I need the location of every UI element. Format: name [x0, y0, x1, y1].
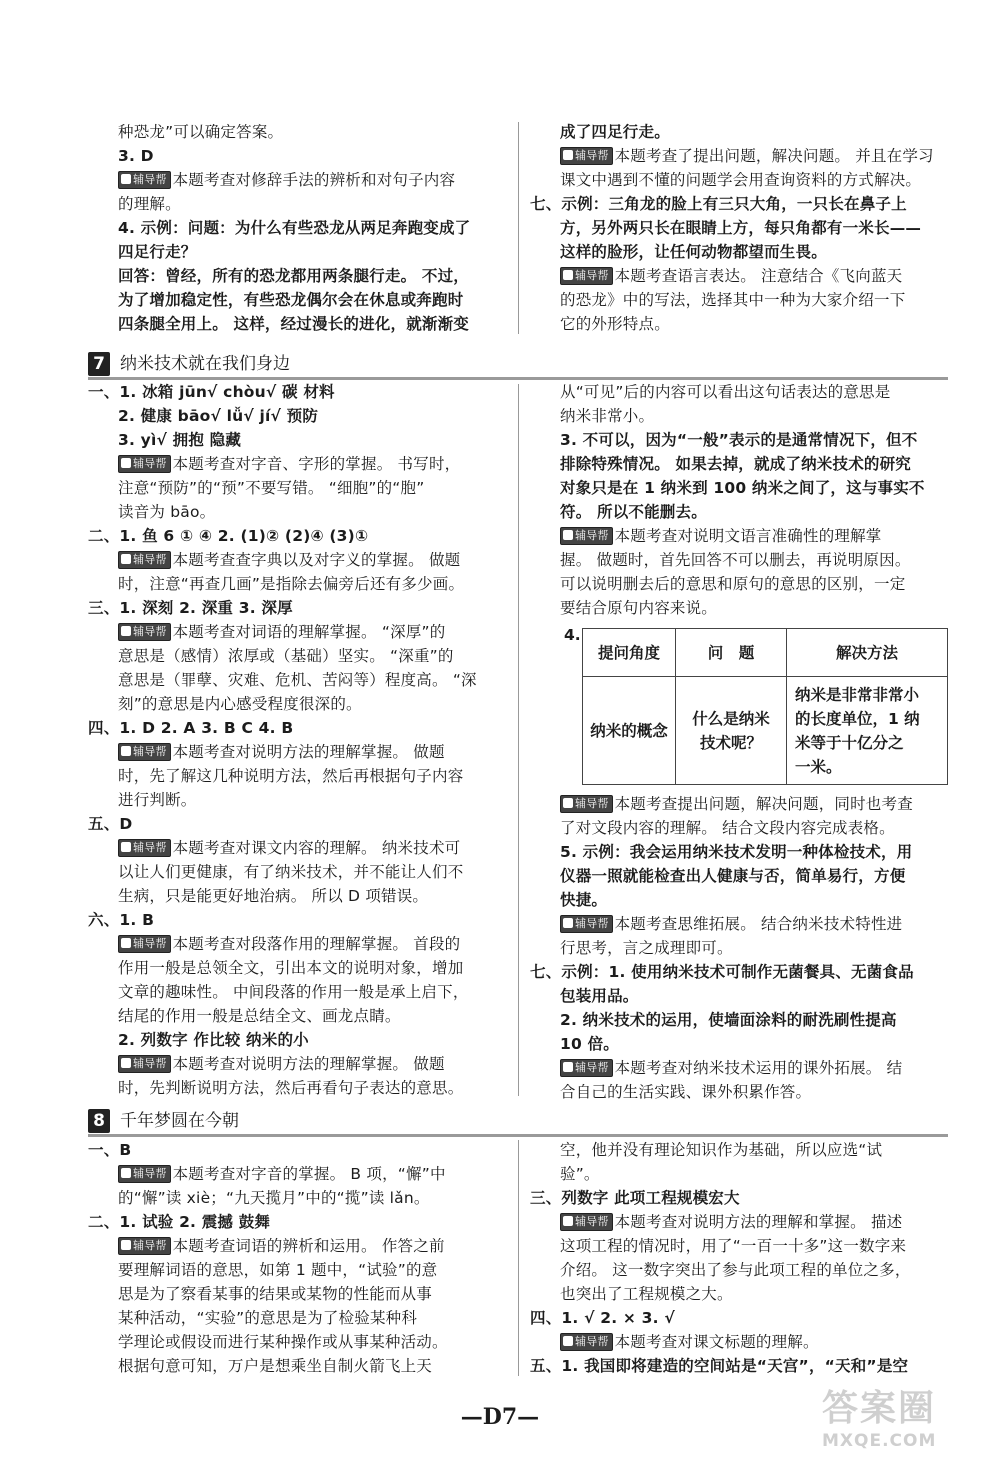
tutor-tag: 辅导帮 — [560, 795, 613, 813]
text-line: 的“懈”读 xiè；“九天揽月”中的“揽”读 lǎn。 — [118, 1189, 430, 1207]
text-line: 种恐龙”可以确定答案。 — [118, 123, 284, 141]
tutor-tag: 辅导帮 — [560, 267, 613, 285]
tutor-tag: 辅导帮 — [560, 1059, 613, 1077]
lesson-7-left-column — [88, 380, 508, 1100]
answer-line: 4. 示例：问题：为什么有些恐龙从两足奔跑变成了 — [118, 219, 471, 237]
tutor-icon — [121, 842, 131, 852]
tutor-tag: 辅导帮 — [118, 551, 171, 569]
column-divider — [518, 384, 519, 1096]
text-line: 进行判断。 — [118, 791, 197, 809]
tutor-icon — [563, 1336, 573, 1346]
text-line: 文章的趣味性。 中间段落的作用一般是承上启下， — [118, 983, 469, 1001]
text-line: 验”。 — [560, 1165, 600, 1183]
answer-line: 三、列数字 此项工程规模宏大 — [530, 1189, 740, 1207]
answer-line: 仪器一照就能检查出人健康与否，简单易行，方便 — [560, 867, 906, 885]
answer-line: 3. yì√ 拥抱 隐藏 — [118, 431, 242, 449]
text-line: 生病，只是能更好地治病。 所以 D 项错误。 — [118, 887, 429, 905]
text-line: 了对文段内容的理解。 结合文段内容完成表格。 — [560, 819, 895, 837]
table-number: 4. — [564, 626, 581, 644]
answer-line: 对象只是在 1 纳米到 100 纳米之间了，这与事实不 — [560, 479, 925, 497]
text-line: 读音为 bāo。 — [118, 503, 216, 521]
answer-line: 一、1. 冰箱 jūn√ chòu√ 碳 材料 — [88, 383, 335, 401]
answer-line: 2. 列数字 作比较 纳米的小 — [118, 1031, 309, 1049]
tutor-icon — [563, 918, 573, 928]
lesson-title: 纳米技术就在我们身边 — [120, 354, 290, 374]
answer-line: 排除特殊情况。 如果去掉，就成了纳米技术的研究 — [560, 455, 911, 473]
top-right-column — [530, 120, 950, 336]
text-line: 也突出了工程规模之大。 — [560, 1285, 733, 1303]
text-line: 要结合原句内容来说。 — [560, 599, 718, 617]
text-line: 行思考，言之成理即可。 — [560, 939, 733, 957]
text-line: 合自己的生活实践、课外积累作答。 — [560, 1083, 812, 1101]
explanation-line: 辅导帮 本题考查语言表达。 注意结合《飞向蓝天 — [530, 264, 950, 288]
answer-line: 3. 不可以，因为“一般”表示的是通常情况下，但不 — [560, 431, 918, 449]
explanation-line: 辅导帮 本题考查查字典以及对字义的掌握。 做题 — [88, 548, 508, 572]
tutor-tag: 辅导帮 — [560, 527, 613, 545]
answer-line: 5. 示例：我会运用纳米技术发明一种体检技术，用 — [560, 843, 913, 861]
text-line: 学理论或假设而进行某种操作或从事某种活动。 — [118, 1333, 448, 1351]
tutor-icon — [563, 530, 573, 540]
table-header: 解决方法 — [787, 629, 948, 677]
answer-line: 五、1. 我国即将建造的空间站是“天宫”，“天和”是空 — [530, 1357, 909, 1375]
tutor-tag: 辅导帮 — [560, 915, 613, 933]
table-cell: 纳米是非常非常小 的长度单位，1 纳 米等于十亿分之 一米。 — [787, 677, 948, 785]
tutor-tag: 辅导帮 — [118, 1237, 171, 1255]
answer-line: 包装用品。 — [560, 987, 639, 1005]
lesson-number: 7 — [88, 352, 110, 376]
tutor-tag: 辅导帮 — [118, 623, 171, 641]
explanation-line: 辅导帮 本题考查对说明方法的理解和掌握。 描述 — [530, 1210, 950, 1234]
answer-line: 五、D — [88, 815, 133, 833]
tutor-icon — [121, 554, 131, 564]
text-line: 它的外形特点。 — [560, 315, 670, 333]
column-divider — [518, 122, 519, 334]
tutor-tag: 辅导帮 — [118, 1055, 171, 1073]
text-line: 时，注意“再查几画”是指除去偏旁后还有多少画。 — [118, 575, 465, 593]
tutor-icon — [121, 174, 131, 184]
text-line: 时，先了解这几种说明方法，然后再根据句子内容 — [118, 767, 464, 785]
text-line: 思是为了察看某事的结果或某物的性能而从事 — [118, 1285, 433, 1303]
answer-line: 四条腿全用上。 这样，经过漫长的进化，就渐渐变 — [118, 315, 469, 333]
explanation-line: 辅导帮 本题考查思维拓展。 结合纳米技术特性进 — [530, 912, 950, 936]
header-rule — [88, 1134, 948, 1137]
text-line: 课文中遇到不懂的问题学会用查询资料的方式解决。 — [560, 171, 922, 189]
text-line: 握。 做题时，首先回答不可以删去，再说明原因。 — [560, 551, 911, 569]
answer-line: 10 倍。 — [560, 1035, 619, 1053]
explanation-line: 辅导帮 本题考查对修辞手法的辨析和对句子内容 — [88, 168, 508, 192]
page-number: —D7— — [460, 1404, 540, 1430]
answer-line: 这样的脸形，让任何动物都望而生畏。 — [560, 243, 827, 261]
tutor-icon — [121, 746, 131, 756]
table-cell: 什么是纳米 技术呢？ — [676, 677, 787, 785]
tutor-tag: 辅导帮 — [560, 147, 613, 165]
tutor-tag: 辅导帮 — [560, 1333, 613, 1351]
lesson-title: 千年梦圆在今朝 — [120, 1111, 239, 1131]
watermark-logo — [822, 1380, 982, 1460]
explanation-line: 辅导帮 本题考查对词语的理解掌握。 “深厚”的 — [88, 620, 508, 644]
text-line: 意思是（感情）浓厚或（基础）坚实。 “深重”的 — [118, 647, 454, 665]
answer-line: 2. 健康 bāo√ lǚ√ jí√ 预防 — [118, 407, 319, 425]
text-line: 以让人们更健康，有了纳米技术，并不能让人们不 — [118, 863, 464, 881]
explanation-line: 辅导帮 本题考查对纳米技术运用的课外拓展。 结 — [530, 1056, 950, 1080]
tutor-icon — [121, 1058, 131, 1068]
answer-line: 成了四足行走。 — [560, 123, 670, 141]
answer-line: 快捷。 — [560, 891, 608, 909]
text-line: 作用一般是总领全文，引出本文的说明对象，增加 — [118, 959, 464, 977]
answer-line: 二、1. 试验 2. 震撼 鼓舞 — [88, 1213, 271, 1231]
explanation-line: 辅导帮 本题考查对说明方法的理解掌握。 做题 — [88, 740, 508, 764]
tutor-icon — [563, 1216, 573, 1226]
table-header: 问 题 — [676, 629, 787, 677]
answer-line: 七、示例：三角龙的脸上有三只大角，一只长在鼻子上 — [530, 195, 907, 213]
tutor-icon — [563, 150, 573, 160]
text-line: 意思是（罪孽、灾难、危机、苦闷等）程度高。 “深 — [118, 671, 477, 689]
tutor-tag: 辅导帮 — [118, 171, 171, 189]
answer-line: 四足行走？ — [118, 243, 197, 261]
answer-line: 七、示例：1. 使用纳米技术可制作无菌餐具、无菌食品 — [530, 963, 914, 981]
tutor-icon — [121, 1240, 131, 1250]
tutor-icon — [121, 458, 131, 468]
lesson-7-header — [88, 350, 948, 380]
text-line: 从“可见”后的内容可以看出这句话表达的意思是 — [560, 383, 891, 401]
answer-line: 四、1. √ 2. × 3. √ — [530, 1309, 675, 1327]
table-cell: 纳米的概念 — [583, 677, 676, 785]
answer-line: 3. D — [118, 147, 154, 165]
answer-line: 三、1. 深刻 2. 深重 3. 深厚 — [88, 599, 293, 617]
explanation-line: 辅导帮 本题考查对字音的掌握。 B 项，“懈”中 — [88, 1162, 508, 1186]
table-header: 提问角度 — [583, 629, 676, 677]
lesson-number: 8 — [88, 1109, 110, 1133]
text-line: 纳米非常小。 — [560, 407, 655, 425]
explanation-line: 辅导帮 本题考查对说明文语言准确性的理解掌 — [530, 524, 950, 548]
answer-line: 一、B — [88, 1141, 132, 1159]
text-line: 注意“预防”的“预”不要写错。 “细胞”的“胞” — [118, 479, 425, 497]
text-line: 根据句意可知，万户是想乘坐自制火箭飞上天 — [118, 1357, 433, 1375]
tutor-tag: 辅导帮 — [118, 455, 171, 473]
text-line: 刻”的意思是内心感受程度很深的。 — [118, 695, 362, 713]
tutor-tag: 辅导帮 — [118, 743, 171, 761]
tutor-icon — [563, 798, 573, 808]
text-line: 空，他并没有理论知识作为基础，所以应选“试 — [560, 1141, 883, 1159]
watermark-url: MXQE.COM — [822, 1431, 937, 1451]
text-line: 的理解。 — [118, 195, 181, 213]
answer-table — [582, 628, 948, 785]
top-left-column — [88, 120, 508, 336]
answer-line: 二、1. 鱼 6 ① ④ 2. (1)② (2)④ (3)① — [88, 527, 369, 545]
explanation-line: 辅导帮 本题考查对课文内容的理解。 纳米技术可 — [88, 836, 508, 860]
text-line: 的恐龙》中的写法，选择其中一种为大家介绍一下 — [560, 291, 906, 309]
explanation-line: 辅导帮 本题考查提出问题，解决问题，同时也考查 — [530, 792, 950, 816]
tutor-tag: 辅导帮 — [118, 1165, 171, 1183]
watermark-text: 答案圈 — [822, 1388, 937, 1429]
answer-line: 符。 所以不能删去。 — [560, 503, 707, 521]
text-line: 这项工程的情况时，用了“一百一十多”这一数字来 — [560, 1237, 907, 1255]
explanation-line: 辅导帮 本题考查对课文标题的理解。 — [530, 1330, 950, 1354]
explanation-line: 辅导帮 本题考查对说明方法的理解掌握。 做题 — [88, 1052, 508, 1076]
tutor-icon — [121, 626, 131, 636]
explanation-line: 辅导帮 本题考查词语的辨析和运用。 作答之前 — [88, 1234, 508, 1258]
explanation-line: 辅导帮 本题考查对字音、字形的掌握。 书写时， — [88, 452, 508, 476]
tutor-icon — [121, 938, 131, 948]
text-line: 介绍。 这一数字突出了参与此项工程的单位之多， — [560, 1261, 911, 1279]
tutor-tag: 辅导帮 — [118, 839, 171, 857]
lesson-8-left-column — [88, 1138, 508, 1378]
text-line: 结尾的作用一般是总结全文、画龙点睛。 — [118, 1007, 401, 1025]
explanation-line: 辅导帮 本题考查了提出问题，解决问题。 并且在学习 — [530, 144, 950, 168]
answer-line: 六、1. B — [88, 911, 155, 929]
answer-line: 为了增加稳定性，有些恐龙偶尔会在休息或奔跑时 — [118, 291, 464, 309]
lesson-8-right-column — [530, 1138, 950, 1378]
tutor-tag: 辅导帮 — [560, 1213, 613, 1231]
lesson-7-right-column — [530, 380, 950, 1104]
text-line: 某种活动，“实验”的意思是为了检验某种科 — [118, 1309, 418, 1327]
tutor-icon — [121, 1168, 131, 1178]
tutor-tag: 辅导帮 — [118, 935, 171, 953]
text-line: 可以说明删去后的意思和原句的意思的区别，一定 — [560, 575, 906, 593]
text-line: 要理解词语的意思，如第 1 题中，“试验”的意 — [118, 1261, 438, 1279]
tutor-icon — [563, 270, 573, 280]
answer-table-block — [530, 626, 950, 792]
tutor-icon — [563, 1062, 573, 1072]
answer-line: 2. 纳米技术的运用，使墙面涂料的耐洗刷性提高 — [560, 1011, 897, 1029]
answer-line: 四、1. D 2. A 3. B C 4. B — [88, 719, 294, 737]
column-divider — [518, 1140, 519, 1376]
lesson-8-header — [88, 1107, 948, 1137]
explanation-line: 辅导帮 本题考查对段落作用的理解掌握。 首段的 — [88, 932, 508, 956]
text-line: 时，先判断说明方法，然后再看句子表达的意思。 — [118, 1079, 464, 1097]
answer-line: 回答：曾经，所有的恐龙都用两条腿行走。 不过， — [118, 267, 469, 285]
answer-line: 方，另外两只长在眼睛上方，每只角都有一米长—— — [560, 219, 922, 237]
